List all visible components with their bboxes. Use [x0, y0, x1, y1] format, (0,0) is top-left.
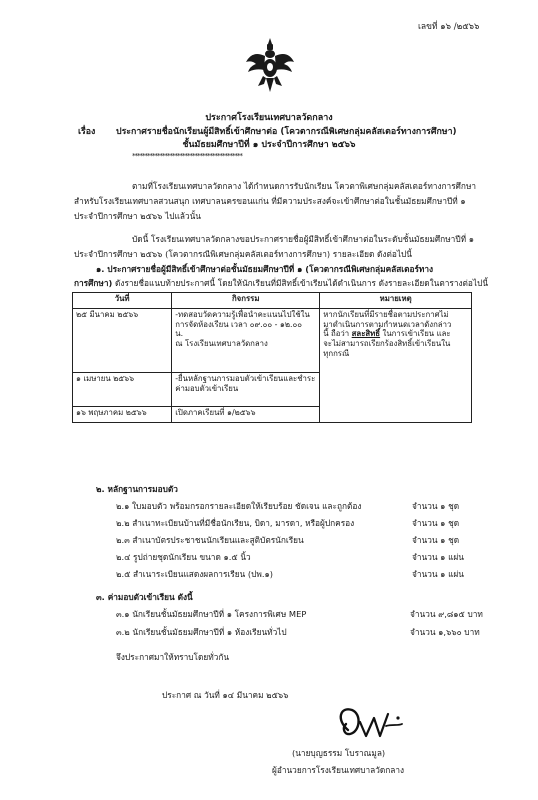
subject-label: เรื่อง [78, 127, 96, 137]
activity-line: ค่ามอบตัวเข้าเรียน [175, 383, 239, 393]
header-date: วันที่ [73, 293, 172, 309]
row-activity [172, 407, 320, 423]
document-qty: จำนวน ๑ แผ่น [412, 569, 464, 579]
document-qty: จำนวน ๑ ชุด [412, 535, 460, 545]
signature-icon [330, 700, 420, 750]
document-qty: จำนวน ๑ แผ่น [412, 552, 464, 562]
row-activity [172, 309, 320, 373]
para1-line3: ประจำปีการศึกษา ๒๕๖๖ ไปแล้วนั้น [74, 211, 201, 221]
row-date: ๒๕ มีนาคม ๒๕๖๖ [73, 309, 172, 373]
row-note [320, 309, 472, 423]
document-item: ๒.๓ สำเนาบัตรประชาชนนักเรียนและสูติบัตรนักเรียน [116, 535, 304, 545]
activity-line: น. [175, 329, 184, 339]
note-line: จะไม่สามารถเรียกร้องสิทธิ์เข้าเรียนใน [323, 339, 451, 349]
note-line: หากนักเรียนที่มีรายชื่อตามประกาศไม่ [323, 310, 449, 319]
activity-line: การจัดห้องเรียน เวลา ๐๙.๐๐ - ๑๒.๐๐ [175, 319, 303, 329]
document-number: เลขที่ ๑๖ /๒๕๖๖ [418, 22, 480, 32]
document-qty: จำนวน ๑ ชุด [412, 501, 460, 511]
item1-heading-rest: ดังรายชื่อแนบท้ายประกาศนี้ โดยให้นักเรียนที่มีสิทธิ์เข้าเรียนได้ดำเนินการ ดังรายละเอียดในตารางต่อไปนี้ [115, 278, 489, 288]
note-line: ทุกกรณี [323, 348, 350, 358]
note-line [323, 329, 468, 339]
signer-name: (นายบุญธรรม โบราณมูล) [292, 748, 386, 758]
fee-amount: จำนวน ๙,๘๑๕ บาท [410, 609, 483, 619]
fee-item: ๓.๑ นักเรียนชั้นมัธยมศึกษาปีที่ ๑ โครงการพิเศษ MEP [116, 609, 307, 619]
document-qty: จำนวน ๑ ชุด [412, 518, 460, 528]
note-line-part: ในการเข้าเรียน และ [380, 329, 451, 339]
row-activity [172, 373, 320, 407]
para2-line1: บัดนี้ โรงเรียนเทศบาลวัดกลางขอประกาศรายชื่อผู้มีสิทธิ์เข้าศึกษาต่อในระดับชั้นมัธยมศึกษาปีที่ ๑ [132, 234, 474, 244]
para1-line2: สำหรับโรงเรียนเทศบาลสวนสนุก เทศบาลนครขอนแก่น ที่มีความประสงค์จะเข้าศึกษาต่อในชั้นมัธยมศึกษาปีที่ ๑ [74, 196, 466, 206]
garuda-emblem-icon [244, 36, 296, 94]
separator-stars: ******************************************** [132, 152, 242, 160]
document-item: ๒.๕ สำเนาระเบียนแสดงผลการเรียน (ปพ.๑) [116, 569, 273, 579]
document-item: ๒.๑ ใบมอบตัว พร้อมกรอกรายละเอียดให้เรียบร้อย ชัดเจน และถูกต้อง [116, 501, 362, 511]
para2-line2: ประจำปีการศึกษา ๒๕๖๖ (โควตากรณีพิเศษกลุ่มคลัสเตอร์ทางการศึกษา) รายละเอียด ดังต่อไปนี้ [74, 249, 412, 259]
activity-line: -ทดสอบวัดความรู้เพื่อนำคะแนนไปใช้ใน [175, 310, 310, 319]
activity-line: เปิดภาคเรียนที่ ๑/๒๕๖๖ [175, 408, 256, 417]
subject-text: ประกาศรายชื่อนักเรียนผู้มีสิทธิ์เข้าศึกษาต่อ (โควตากรณีพิเศษกลุ่มคลัสเตอร์ทางการศึกษา) [116, 127, 457, 137]
row-date: ๑ เมษายน ๒๕๖๖ [73, 373, 172, 407]
documents-heading: ๒. หลักฐานการมอบตัว [96, 484, 178, 494]
announcement-title: ประกาศโรงเรียนเทศบาลวัดกลาง [205, 113, 333, 123]
activity-line: ณ โรงเรียนเทศบาลวัดกลาง [175, 339, 268, 349]
item1-heading: ๑. ประกาศรายชื่อผู้มีสิทธิ์เข้าศึกษาต่อชั้นมัธยมศึกษาปีที่ ๑ (โควตากรณีพิเศษกลุ่มคลัสเตอร์ทาง [96, 264, 434, 274]
forfeit-text: สละสิทธิ์ [351, 329, 381, 339]
fee-item: ๓.๒ นักเรียนชั้นมัธยมศึกษาปีที่ ๑ ห้องเรียนทั่วไป [116, 627, 287, 637]
para1-line1: ตามที่โรงเรียนเทศบาลวัดกลาง ได้กำหนดการรับนักเรียน โควตาพิเศษกลุ่มคลัสเตอร์ทางการศึกษา [132, 181, 477, 191]
table-row [73, 309, 472, 373]
closing-text: จึงประกาศมาให้ทราบโดยทั่วกัน [116, 652, 230, 662]
document-item: ๒.๔ รูปถ่ายชุดนักเรียน ขนาด ๑.๕ นิ้ว [116, 552, 251, 562]
note-line: มาดำเนินการตามกำหนดเวลาดังกล่าว [323, 319, 452, 329]
subject-line-2: ชั้นมัธยมศึกษาปีที่ ๑ ประจำปีการศึกษา ๒๕๖๖ [182, 140, 356, 150]
schedule-table [72, 292, 472, 423]
activity-line: -ยื่นหลักฐานการมอบตัวเข้าเรียนและชำระ [175, 374, 316, 383]
header-note: หมายเหตุ [320, 293, 472, 309]
item1-heading-line2 [74, 278, 488, 288]
announce-date: ประกาศ ณ วันที่ ๑๔ มีนาคม ๒๕๖๖ [162, 690, 289, 700]
fee-amount: จำนวน ๑,๖๖๐ บาท [410, 627, 480, 637]
signer-title: ผู้อำนวยการโรงเรียนเทศบาลวัดกลาง [272, 765, 405, 775]
schedule-header-row [73, 293, 472, 309]
document-item: ๒.๒ สำเนาทะเบียนบ้านที่มีชื่อนักเรียน, บิดา, มารดา, หรือผู้ปกครอง [116, 518, 355, 528]
item1-heading-bold: การศึกษา) [74, 278, 113, 288]
note-line-part: นี้ ถือว่า [323, 329, 352, 339]
fees-heading: ๓. ค่ามอบตัวเข้าเรียน ดังนี้ [96, 592, 193, 602]
header-activity: กิจกรรม [172, 293, 320, 309]
row-date: ๑๖ พฤษภาคม ๒๕๖๖ [73, 407, 172, 423]
